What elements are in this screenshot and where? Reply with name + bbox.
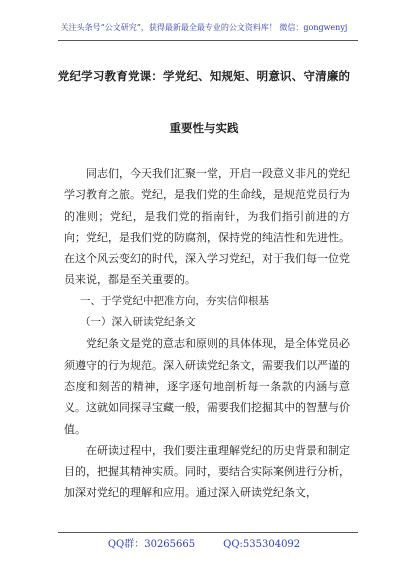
footer-qq-contact: QQ:535304092 — [223, 539, 301, 550]
body-paragraph-2: 党纪条文是党的意志和原则的具体体现，是全体党员必须遵守的行为规范。深入研读党纪条文，需要我们以严谨的态度和刻苦的精神，逐字逐句地剖析每一条款的内涵与意义。这就如同探寻宝藏一般，需要我们挖掘其中的智慧与价值。 — [64, 337, 350, 436]
section-heading-1: 一、于学党纪中把准方向，夯实信仰根基 — [80, 294, 269, 307]
document-title-line2: 重要性与实践 — [169, 121, 239, 135]
body-paragraph-3: 在研读过程中，我们要注重理解党纪的历史背景和制定目的，把握其精神实质。同时，要结合实际案例进行分析，加深对党纪的理解和应用。通过深入研读党纪条文， — [64, 443, 350, 500]
page-header-note: 关注头条号“公文研究”，获得最新最全最专业的公文资料库！ 微信：gongwenyj — [60, 23, 348, 32]
page-footer — [0, 535, 408, 550]
footer-qq-group: QQ群：30265665 — [107, 539, 196, 550]
header-divider — [58, 40, 358, 41]
body-paragraph-intro: 同志们，今天我们汇聚一堂，开启一段意义非凡的党纪学习教育之旅。党纪，是我们党的生命线，是规范党员行为的准则；党纪，是我们党的指南针，为我们指引前进的方向；党纪，是我们党的防腐剂，保持党的纯洁性和先进性。在这个风云变幻的时代，深入学习党纪，对于我们每一位党员来说，都是至关重要的。 — [64, 167, 350, 287]
footer-divider — [58, 532, 358, 533]
subsection-heading-1: （一）深入研读党纪条文 — [80, 316, 196, 329]
document-body — [64, 163, 350, 504]
document-title-line1: 党纪学习教育党课：学党纪、知规矩、明意识、守清廉的 — [57, 69, 351, 83]
